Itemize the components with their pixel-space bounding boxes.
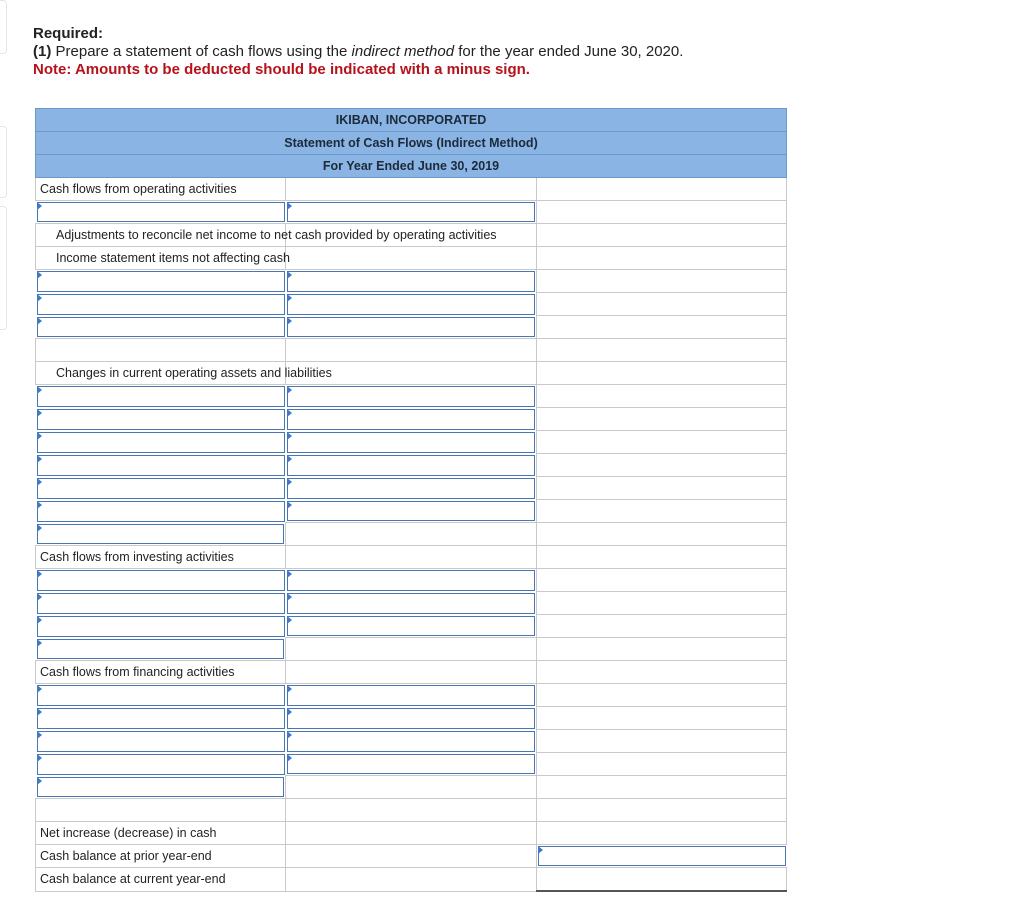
statement-title: Statement of Cash Flows (Indirect Method) [36, 132, 787, 155]
operating-amount-input[interactable] [286, 201, 536, 224]
financing-label-input[interactable] [36, 730, 286, 753]
changes-heading: Changes in current operating assets and liabilities [36, 362, 286, 385]
operating-label-input[interactable] [36, 201, 286, 224]
side-tab-2 [0, 126, 7, 198]
operating-total-label-input[interactable] [36, 523, 286, 546]
noncash-label-input[interactable] [36, 270, 286, 293]
investing-amount-input[interactable] [286, 615, 536, 638]
prior-balance-input[interactable] [536, 845, 786, 868]
change-amount-input[interactable] [286, 477, 536, 500]
statement-period: For Year Ended June 30, 2019 [36, 155, 787, 178]
current-balance-label: Cash balance at current year-end [36, 868, 286, 892]
investing-label-input[interactable] [36, 569, 286, 592]
change-label-input[interactable] [36, 385, 286, 408]
side-tab-3 [0, 206, 7, 330]
financing-amount-input[interactable] [286, 684, 536, 707]
instruction-pre: Prepare a statement of cash flows using the [51, 43, 352, 60]
instructions [33, 25, 683, 79]
investing-amount-input[interactable] [286, 592, 536, 615]
noncash-heading: Income statement items not affecting cash [36, 247, 286, 270]
noncash-amount-input[interactable] [286, 316, 536, 339]
prior-balance-label: Cash balance at prior year-end [36, 845, 286, 868]
financing-amount-input[interactable] [286, 707, 536, 730]
financing-label-input[interactable] [36, 753, 286, 776]
change-amount-input[interactable] [286, 454, 536, 477]
net-change-label: Net increase (decrease) in cash [36, 822, 286, 845]
change-label-input[interactable] [36, 477, 286, 500]
financing-label-input[interactable] [36, 684, 286, 707]
instruction-number: (1) [33, 43, 52, 60]
change-label-input[interactable] [36, 408, 286, 431]
adjustments-heading: Adjustments to reconcile net income to net cash provided by operating activities [36, 224, 286, 247]
investing-label-input[interactable] [36, 615, 286, 638]
investing-total-label-input[interactable] [36, 638, 286, 661]
noncash-amount-input[interactable] [286, 293, 536, 316]
change-label-input[interactable] [36, 500, 286, 523]
change-amount-input[interactable] [286, 408, 536, 431]
instruction-method: indirect method [351, 43, 455, 60]
financing-total-label-input[interactable] [36, 776, 286, 799]
deduction-note: Note: Amounts to be deducted should be indicated with a minus sign. [33, 61, 530, 78]
company-name: IKIBAN, INCORPORATED [36, 109, 787, 132]
noncash-amount-input[interactable] [286, 270, 536, 293]
instruction-post: for the year ended June 30, 2020. [454, 43, 684, 60]
investing-amount-input[interactable] [286, 569, 536, 592]
investing-label-input[interactable] [36, 592, 286, 615]
financing-label-input[interactable] [36, 707, 286, 730]
operating-heading: Cash flows from operating activities [36, 178, 286, 201]
required-heading: Required: [33, 25, 104, 42]
noncash-label-input[interactable] [36, 293, 286, 316]
side-tab-1 [0, 0, 7, 54]
financing-heading: Cash flows from financing activities [36, 661, 286, 684]
change-amount-input[interactable] [286, 500, 536, 523]
noncash-label-input[interactable] [36, 316, 286, 339]
change-label-input[interactable] [36, 454, 286, 477]
financing-amount-input[interactable] [286, 753, 536, 776]
change-amount-input[interactable] [286, 385, 536, 408]
instruction-line [33, 43, 683, 61]
financing-amount-input[interactable] [286, 730, 536, 753]
cash-flow-worksheet [35, 108, 787, 892]
change-label-input[interactable] [36, 431, 286, 454]
change-amount-input[interactable] [286, 431, 536, 454]
investing-heading: Cash flows from investing activities [36, 546, 286, 569]
